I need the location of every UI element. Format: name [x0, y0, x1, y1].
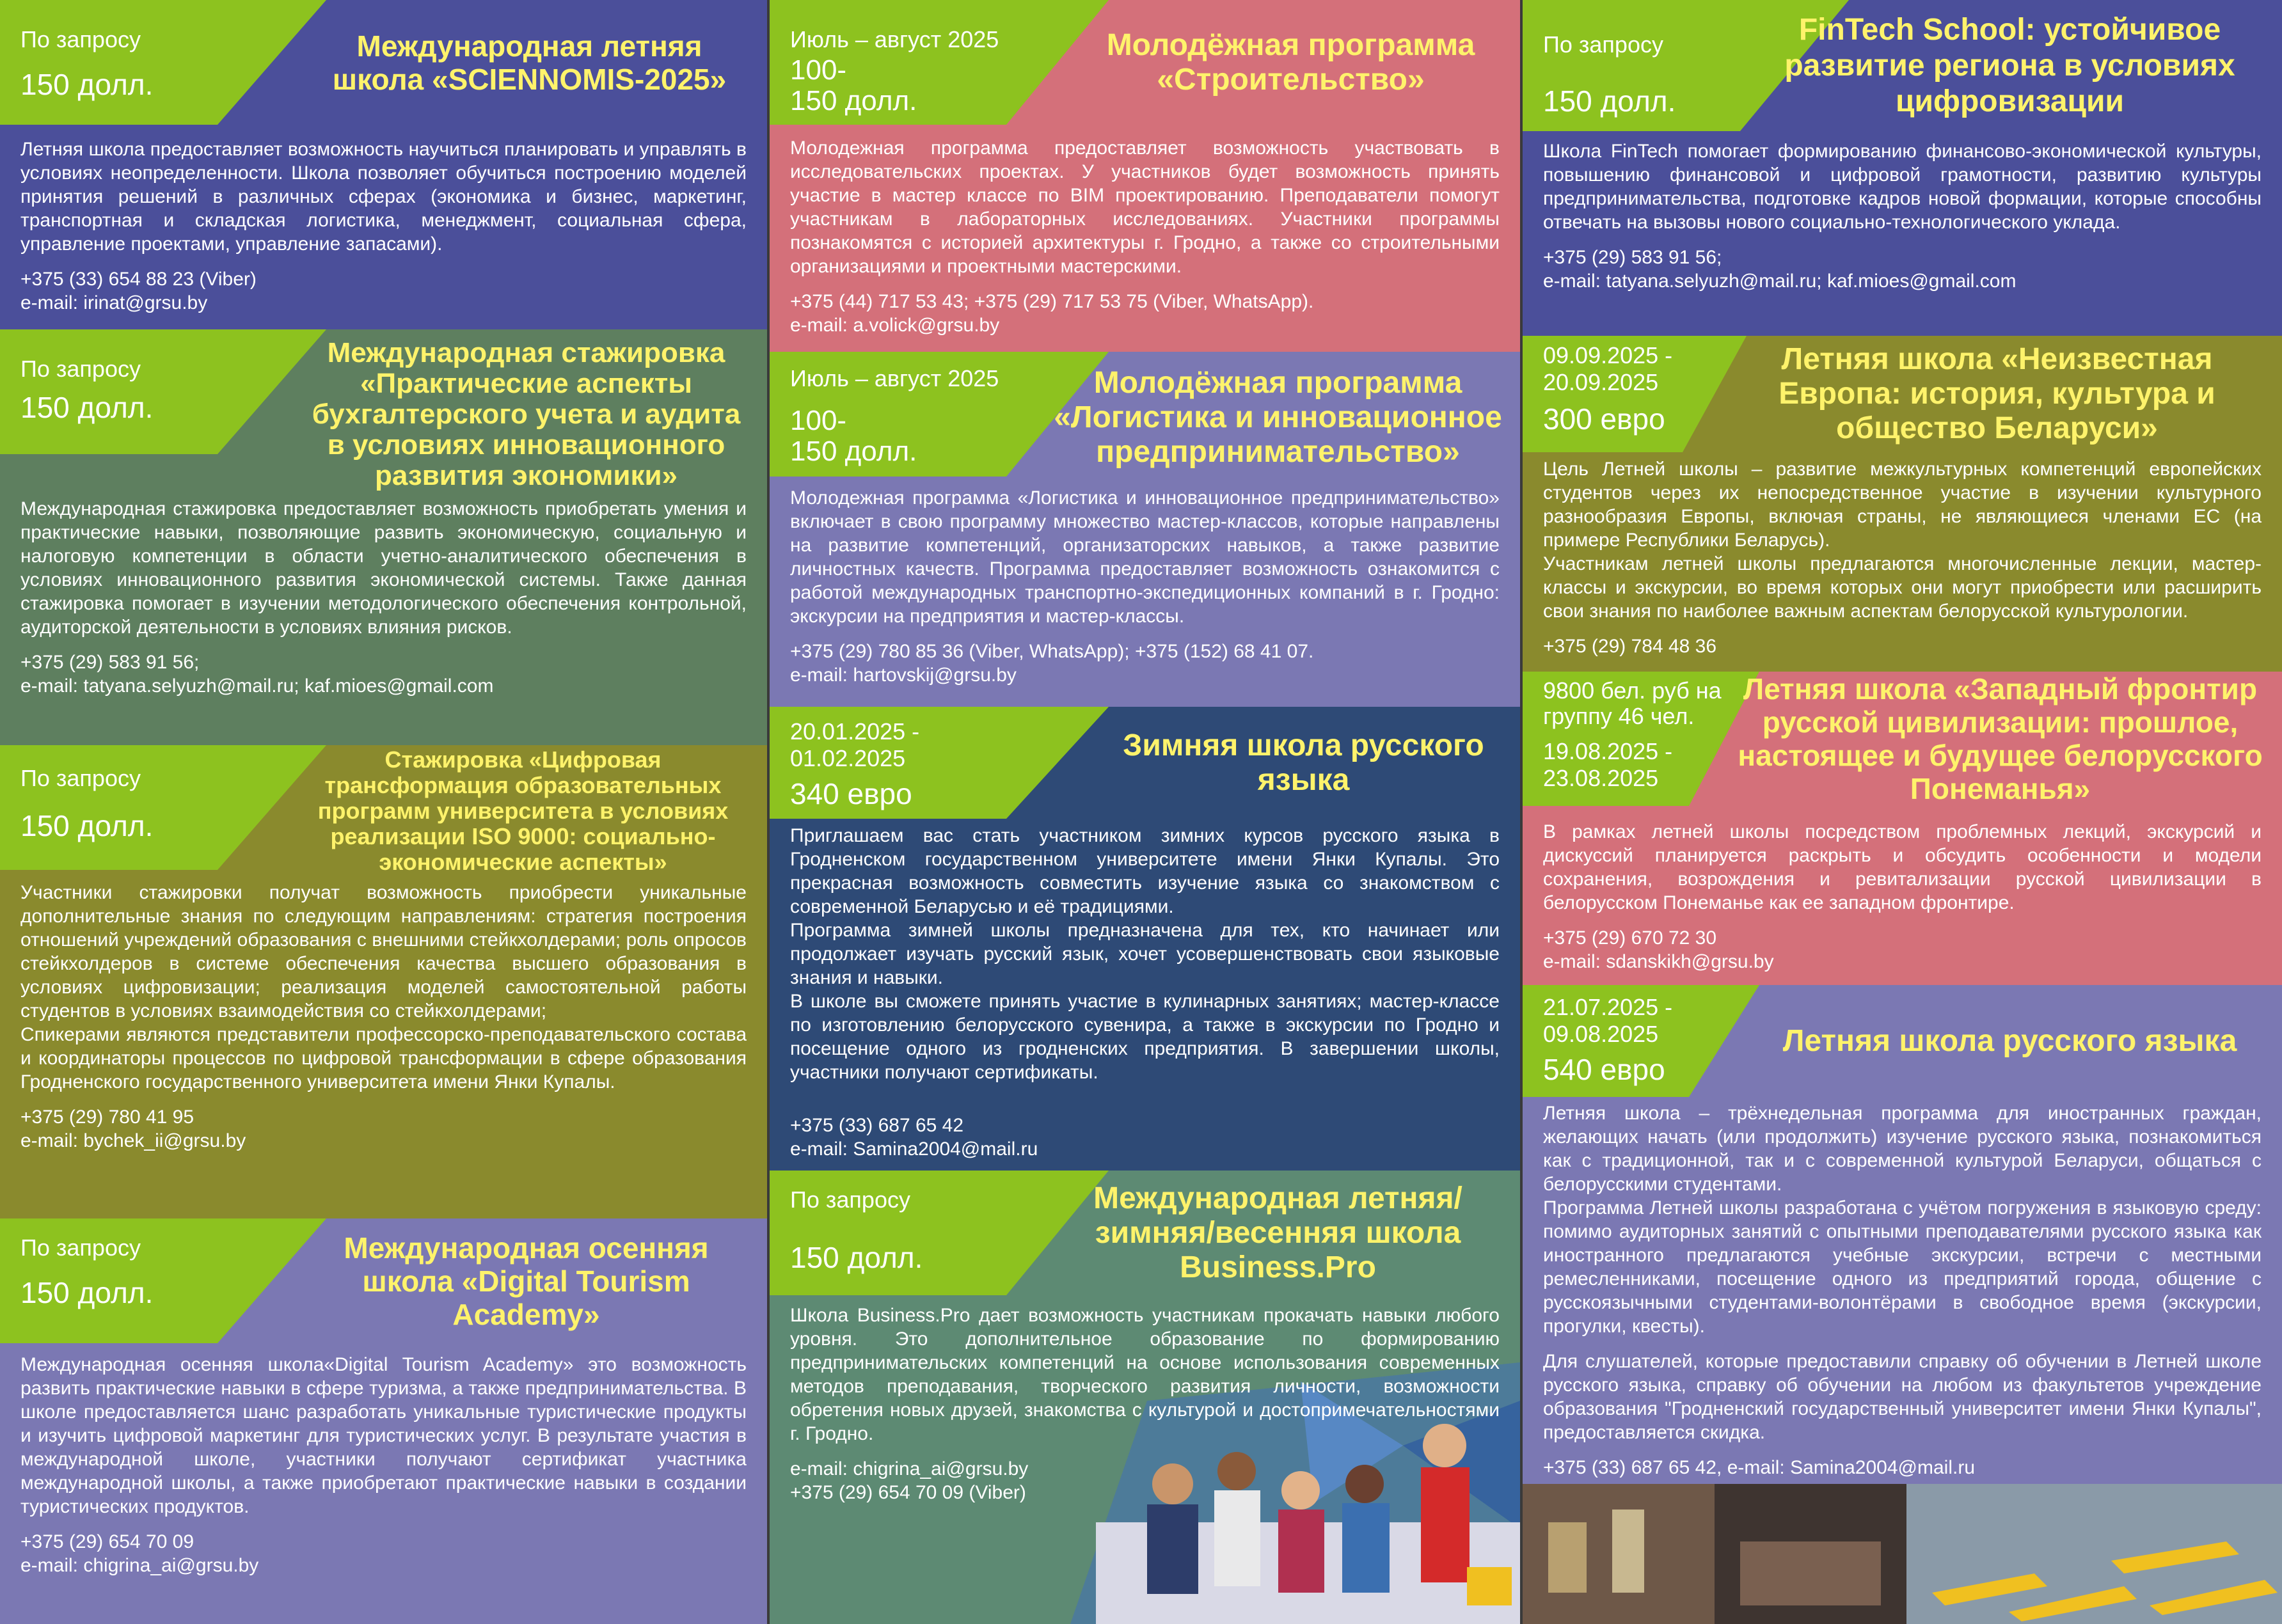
- column-2: [770, 0, 1520, 1624]
- phone: +375 (29) 583 91 56;: [20, 652, 200, 673]
- card-body: [20, 138, 747, 315]
- contacts: [20, 1530, 747, 1577]
- phone: +375 (33) 654 88 23 (Viber): [20, 269, 257, 290]
- card-accounting-internship: [0, 329, 767, 745]
- card-header: [770, 1171, 1520, 1295]
- card-title: Международная летняя школа «SCIENNOMIS-2025»: [332, 29, 727, 96]
- column-3: [1523, 0, 2282, 1624]
- description-2: Программа Летней школы разработана с учётом погружения в языковую среду: помимо аудиторных занятий с опытными преподавателями русского языка как иностранного предлагаются учебные экскурсии, встречи с местными ремесленниками, посещение одного из предприятий города, общение с русскоязычными студентами-волонтёрами в свободное время (экскурсии, прогулки, квесты).: [1543, 1197, 2262, 1337]
- card-body: [1543, 1101, 2262, 1479]
- email: e-mail: bychek_ii@grsu.by: [20, 1130, 246, 1151]
- phone: +375 (29) 780 41 95: [20, 1107, 194, 1128]
- price-label: По запросу: [20, 356, 141, 382]
- description-2: Спикерами являются представители профессорско-преподавательского состава и координаторы процессов по цифровой трансформации в сфере образования Гродненского государственного университета имени Янки Купалы.: [20, 1024, 747, 1092]
- card-body: [1543, 139, 2262, 293]
- contacts: [20, 650, 747, 698]
- contacts: [790, 640, 1500, 687]
- price-tab: [0, 0, 333, 125]
- email: e-mail: a.volick@grsu.by: [790, 315, 1000, 336]
- phone: +375 (29) 780 85 36 (Viber, WhatsApp); +375 (152) 68 41 07.: [790, 641, 1314, 662]
- card-body: [1543, 457, 2262, 658]
- contacts: [790, 1114, 1500, 1161]
- card-header: [0, 329, 767, 491]
- card-body: [20, 881, 747, 1153]
- description-3: Для слушателей, которые предоставили справку об обучении в Летней школе русского языка, справку об обучении на любом из факультетов учреждение образования "Гродненский государственный университет имени Янки Купалы", предоставляется скидка.: [1543, 1351, 2262, 1443]
- card-title: Летняя школа «Неизвестная Европа: история, культура и общество Беларуси»: [1779, 342, 2215, 445]
- card-header: [770, 707, 1520, 819]
- phone: +375 (33) 687 65 42: [790, 1115, 964, 1136]
- price-label: По запросу: [20, 765, 141, 791]
- price-label: Июль – август 2025: [790, 365, 999, 391]
- price-value: 150 долл.: [790, 1241, 923, 1274]
- price-value: 150 долл.: [20, 809, 154, 842]
- card-body: [790, 1304, 1500, 1504]
- price-label: Июль – август 2025: [790, 26, 999, 52]
- price-value: 150 долл.: [1543, 84, 1676, 118]
- contacts: [20, 1105, 747, 1153]
- phone: +375 (44) 717 53 43; +375 (29) 717 53 75 (Viber, WhatsApp).: [790, 291, 1314, 312]
- contacts: [20, 267, 747, 315]
- contacts: [1543, 1456, 2262, 1479]
- description: Международная стажировка предоставляет возможность приобретать умения и практические навыки, позволяющие развить экономическую, социальную и налоговую компетенции в области учетно-аналитического обеспечения в условиях инновационного развития экономической системы. Также данная стажировка помогает в изучении методологического обеспечения контрольной, аудиторской деятельности в условиях влияния рисков.: [20, 498, 747, 638]
- card-unknown-europe: [1523, 336, 2282, 672]
- card-title: Международная осенняя школа «Digital Tourism Academy»: [344, 1231, 709, 1331]
- email: e-mail: Samina2004@mail.ru: [790, 1139, 1038, 1160]
- card-header: [0, 1218, 767, 1343]
- price-value: 100- 150 долл.: [790, 405, 917, 467]
- price-value: 150 долл.: [20, 1276, 154, 1309]
- description: Международная осенняя школа«Digital Tourism Academy» это возможность развить практические навыки в сфере туризма, а также предпринимательства. В школе предоставляется шанс разработать уникальные туристические продукты и изучить цифровой маркетинг для туристических услуг. В результате участия в международной школе, участники получают сертификат участника международной школы, а также приобретают практические навыки в создании туристических продуктов.: [20, 1354, 747, 1517]
- price-label: 9800 бел. руб на группу 46 чел.: [1543, 677, 1722, 729]
- description-2: Программа зимней школы предназначена для тех, кто начинает или продолжает изучать русский язык, хочет усовершенствовать свои языковые знания и навыки.: [790, 920, 1500, 988]
- card-logistics: [770, 352, 1520, 707]
- summer-collage-photo: [1523, 1484, 2282, 1624]
- card-construction: [770, 0, 1520, 352]
- price-label: По запросу: [20, 26, 141, 52]
- card-fintech: [1523, 0, 2282, 336]
- price-label: 20.01.2025 - 01.02.2025: [790, 718, 920, 771]
- email: e-mail: chigrina_ai@grsu.by: [20, 1555, 259, 1576]
- dates: 19.08.2025 - 23.08.2025: [1543, 738, 1673, 791]
- email: e-mail: hartovskij@grsu.by: [790, 665, 1017, 686]
- price-value: 300 евро: [1543, 402, 1665, 436]
- description: Участники стажировки получат возможность приобрести уникальные дополнительные знания по следующим направлениям: стратегия построения отношений учреждений образования с внешними стейкхолдерами; роль опросов стейкхолдеров в системе обеспечения качества высшего образования в условиях цифровизации; реализация моделей самостоятельной работы студентов в условиях взаимодействия со стейкхолдерами;: [20, 882, 747, 1021]
- card-business-pro: [770, 1171, 1520, 1624]
- contacts: [790, 1457, 1500, 1504]
- price-label: 09.09.2025 - 20.09.2025: [1543, 342, 1673, 395]
- price-value: 150 долл.: [20, 68, 154, 101]
- contacts: [790, 290, 1500, 337]
- description: Летняя школа предоставляет возможность научиться планировать и управлять в условиях неопределенности. Школа позволяет обучиться построению моделей принятия решений в различных сферах (экономика и бизнес, маркетинг, транспортная и складская логистика, менеджмент, социальная сфера, управление проектами, управление запасами).: [20, 139, 747, 255]
- description: Молодежная программа предоставляет возможность участвовать в исследовательских проектах. У участников будет возможность принять участие в мастер классе по BIM проектированию. Преподаватели помогут участникам в лабораторных исследованиях. Участники программы познакомятся с историей архитектуры г. Гродно, а также со строительными организациями и проектными мастерскими.: [790, 138, 1500, 277]
- card-title: Зимняя школа русского языка: [1123, 728, 1484, 797]
- price-label: По запросу: [1543, 31, 1663, 58]
- phone: +375 (29) 670 72 30: [1543, 927, 1717, 949]
- description: Школа FinTech помогает формированию финансово-экономической культуры, повышению финансовой и цифровой грамотности, развитию культуры предпринимательства, подготовке кадров новой формации, которые способны отвечать на вызовы нового социально-технологического уклада.: [1543, 141, 2262, 233]
- card-header: [1523, 985, 2282, 1097]
- price-value: 340 евро: [790, 777, 912, 810]
- card-title: Международная стажировка «Практические аспекты бухгалтерского учета и аудита в условиях инновационного развития экономики»: [312, 336, 741, 491]
- card-title: Летняя школа «Западный фронтир русской цивилизации: прошлое, настоящее и будущее белорусского Понеманья»: [1738, 672, 2263, 805]
- description: Цель Летней школы – развитие межкультурных компетенций европейских студентов через их непосредственное участие в изучении культурного разнообразия Европы, включая страны, не являющиеся членами ЕС (на примере Республики Беларусь).: [1543, 459, 2262, 551]
- price-value: 150 долл.: [20, 391, 154, 424]
- phone: +375 (29) 654 70 09 (Viber): [790, 1482, 1026, 1503]
- price-value: 540 евро: [1543, 1053, 1665, 1086]
- card-header: [770, 352, 1520, 477]
- card-body: [790, 486, 1500, 687]
- card-header: [0, 745, 767, 875]
- card-sciennomis: [0, 0, 767, 329]
- price-label: По запросу: [20, 1234, 141, 1261]
- description-3: В школе вы сможете принять участие в кулинарных занятиях; мастер-классе по изготовлению белорусского сувенира, а также в экскурсии по Гродно и посещение одного из гродненских предприятия. В завершении школы, участники получают сертификаты.: [790, 991, 1500, 1083]
- card-header: [1523, 336, 2282, 452]
- price-label: 21.07.2025 - 09.08.2025: [1543, 994, 1673, 1047]
- card-header: [1523, 0, 2282, 131]
- card-western-frontier: [1523, 672, 2282, 985]
- contacts: [1543, 926, 2262, 974]
- card-header: [770, 0, 1520, 125]
- description: Летняя школа – трёхнедельная программа для иностранных граждан, желающих начать (или продолжить) изучение русского языка, познакомиться как с традиционной, так и с современной культурой Беларуси, общаться с белорусскими студентами.: [1543, 1103, 2262, 1195]
- card-digital-transformation: [0, 745, 767, 1218]
- email: e-mail: tatyana.selyuzh@mail.ru; kaf.mioes@gmail.com: [20, 675, 494, 697]
- card-title: FinTech School: устойчивое развитие региона в условиях цифровизации: [1784, 12, 2235, 118]
- column-1: [0, 0, 767, 1624]
- card-header: [0, 0, 767, 125]
- card-summer-russian: [1523, 985, 2282, 1624]
- card-body: [1543, 820, 2262, 974]
- card-body: [790, 136, 1500, 337]
- card-title: Молодёжная программа «Логистика и инновационное предпринимательство»: [1054, 365, 1502, 469]
- card-title: Стажировка «Цифровая трансформация образовательных программ университета в условиях реализации ISO 9000: социально-экономические аспекты»: [317, 746, 729, 875]
- phone-email: +375 (33) 687 65 42, e-mail: Samina2004@mail.ru: [1543, 1457, 1975, 1478]
- price-label: По запросу: [790, 1186, 910, 1213]
- card-body: [790, 824, 1500, 1161]
- email: e-mail: chigrina_ai@grsu.by: [790, 1458, 1029, 1479]
- phone: +375 (29) 784 48 36: [1543, 636, 1717, 657]
- description: Молодежная программа «Логистика и инновационное предпринимательство» включает в свою программу множество мастер-классов, которые направлены на развитие компетенций, организаторских навыков, а также развитие личностных качеств. Программа предоставляет возможность ознакомится с работой международных транспортно-экспедиционных компаний в г. Гродно: экскурсии на предприятия и мастер-классы.: [790, 487, 1500, 627]
- card-title: Летняя школа русского языка: [1782, 1023, 2237, 1058]
- description: Приглашаем вас стать участником зимних курсов русского языка в Гродненском государственном университете имени Янки Купалы. Это прекрасная возможность совместить изучение языка со знакомством с современной Беларусью и её традициями.: [790, 825, 1500, 917]
- contacts: [1543, 635, 2262, 658]
- phone: +375 (29) 654 70 09: [20, 1531, 194, 1552]
- card-header: [1523, 672, 2282, 806]
- price-value: 100- 150 долл.: [790, 54, 917, 116]
- description: В рамках летней школы посредством проблемных лекций, экскурсий и дискуссий планируется раскрыть и обсудить особенности и модели сохранения, возрождения и ревитализации русской цивилизации в белорусском Понеманье как ее западном фронтире.: [1543, 821, 2262, 913]
- card-title: Молодёжная программа «Строительство»: [1106, 28, 1475, 97]
- card-body: [20, 497, 747, 698]
- phone: +375 (29) 583 91 56;: [1543, 247, 1722, 268]
- card-winter-school: [770, 707, 1520, 1171]
- card-body: [20, 1353, 747, 1577]
- email: e-mail: tatyana.selyuzh@mail.ru; kaf.mioes@gmail.com: [1543, 271, 2017, 292]
- collage-illustration: [1523, 1484, 2282, 1624]
- card-title: Международная летняя/зимняя/весенняя школа Business.Pro: [1093, 1181, 1462, 1284]
- contacts: [1543, 246, 2262, 293]
- email: e-mail: sdanskikh@grsu.by: [1543, 951, 1774, 972]
- card-digital-tourism: [0, 1218, 767, 1624]
- email: e-mail: irinat@grsu.by: [20, 292, 208, 313]
- description: Школа Business.Pro дает возможность участникам прокачать навыки любого уровня. Это дополнительное образование по формированию предпринимательских компетенций на основе использования современных методов преподавания, творческого развития личности, возможности обретения новых друзей, знакомства с культурой и достопримечательностями г. Гродно.: [790, 1305, 1500, 1444]
- description-2: Участникам летней школы предлагаются многочисленные лекции, мастер-классы и экскурсии, во время которых они могут приобрести или расширить свои знания по наиболее важным аспектам белорусской культурологии.: [1543, 553, 2262, 622]
